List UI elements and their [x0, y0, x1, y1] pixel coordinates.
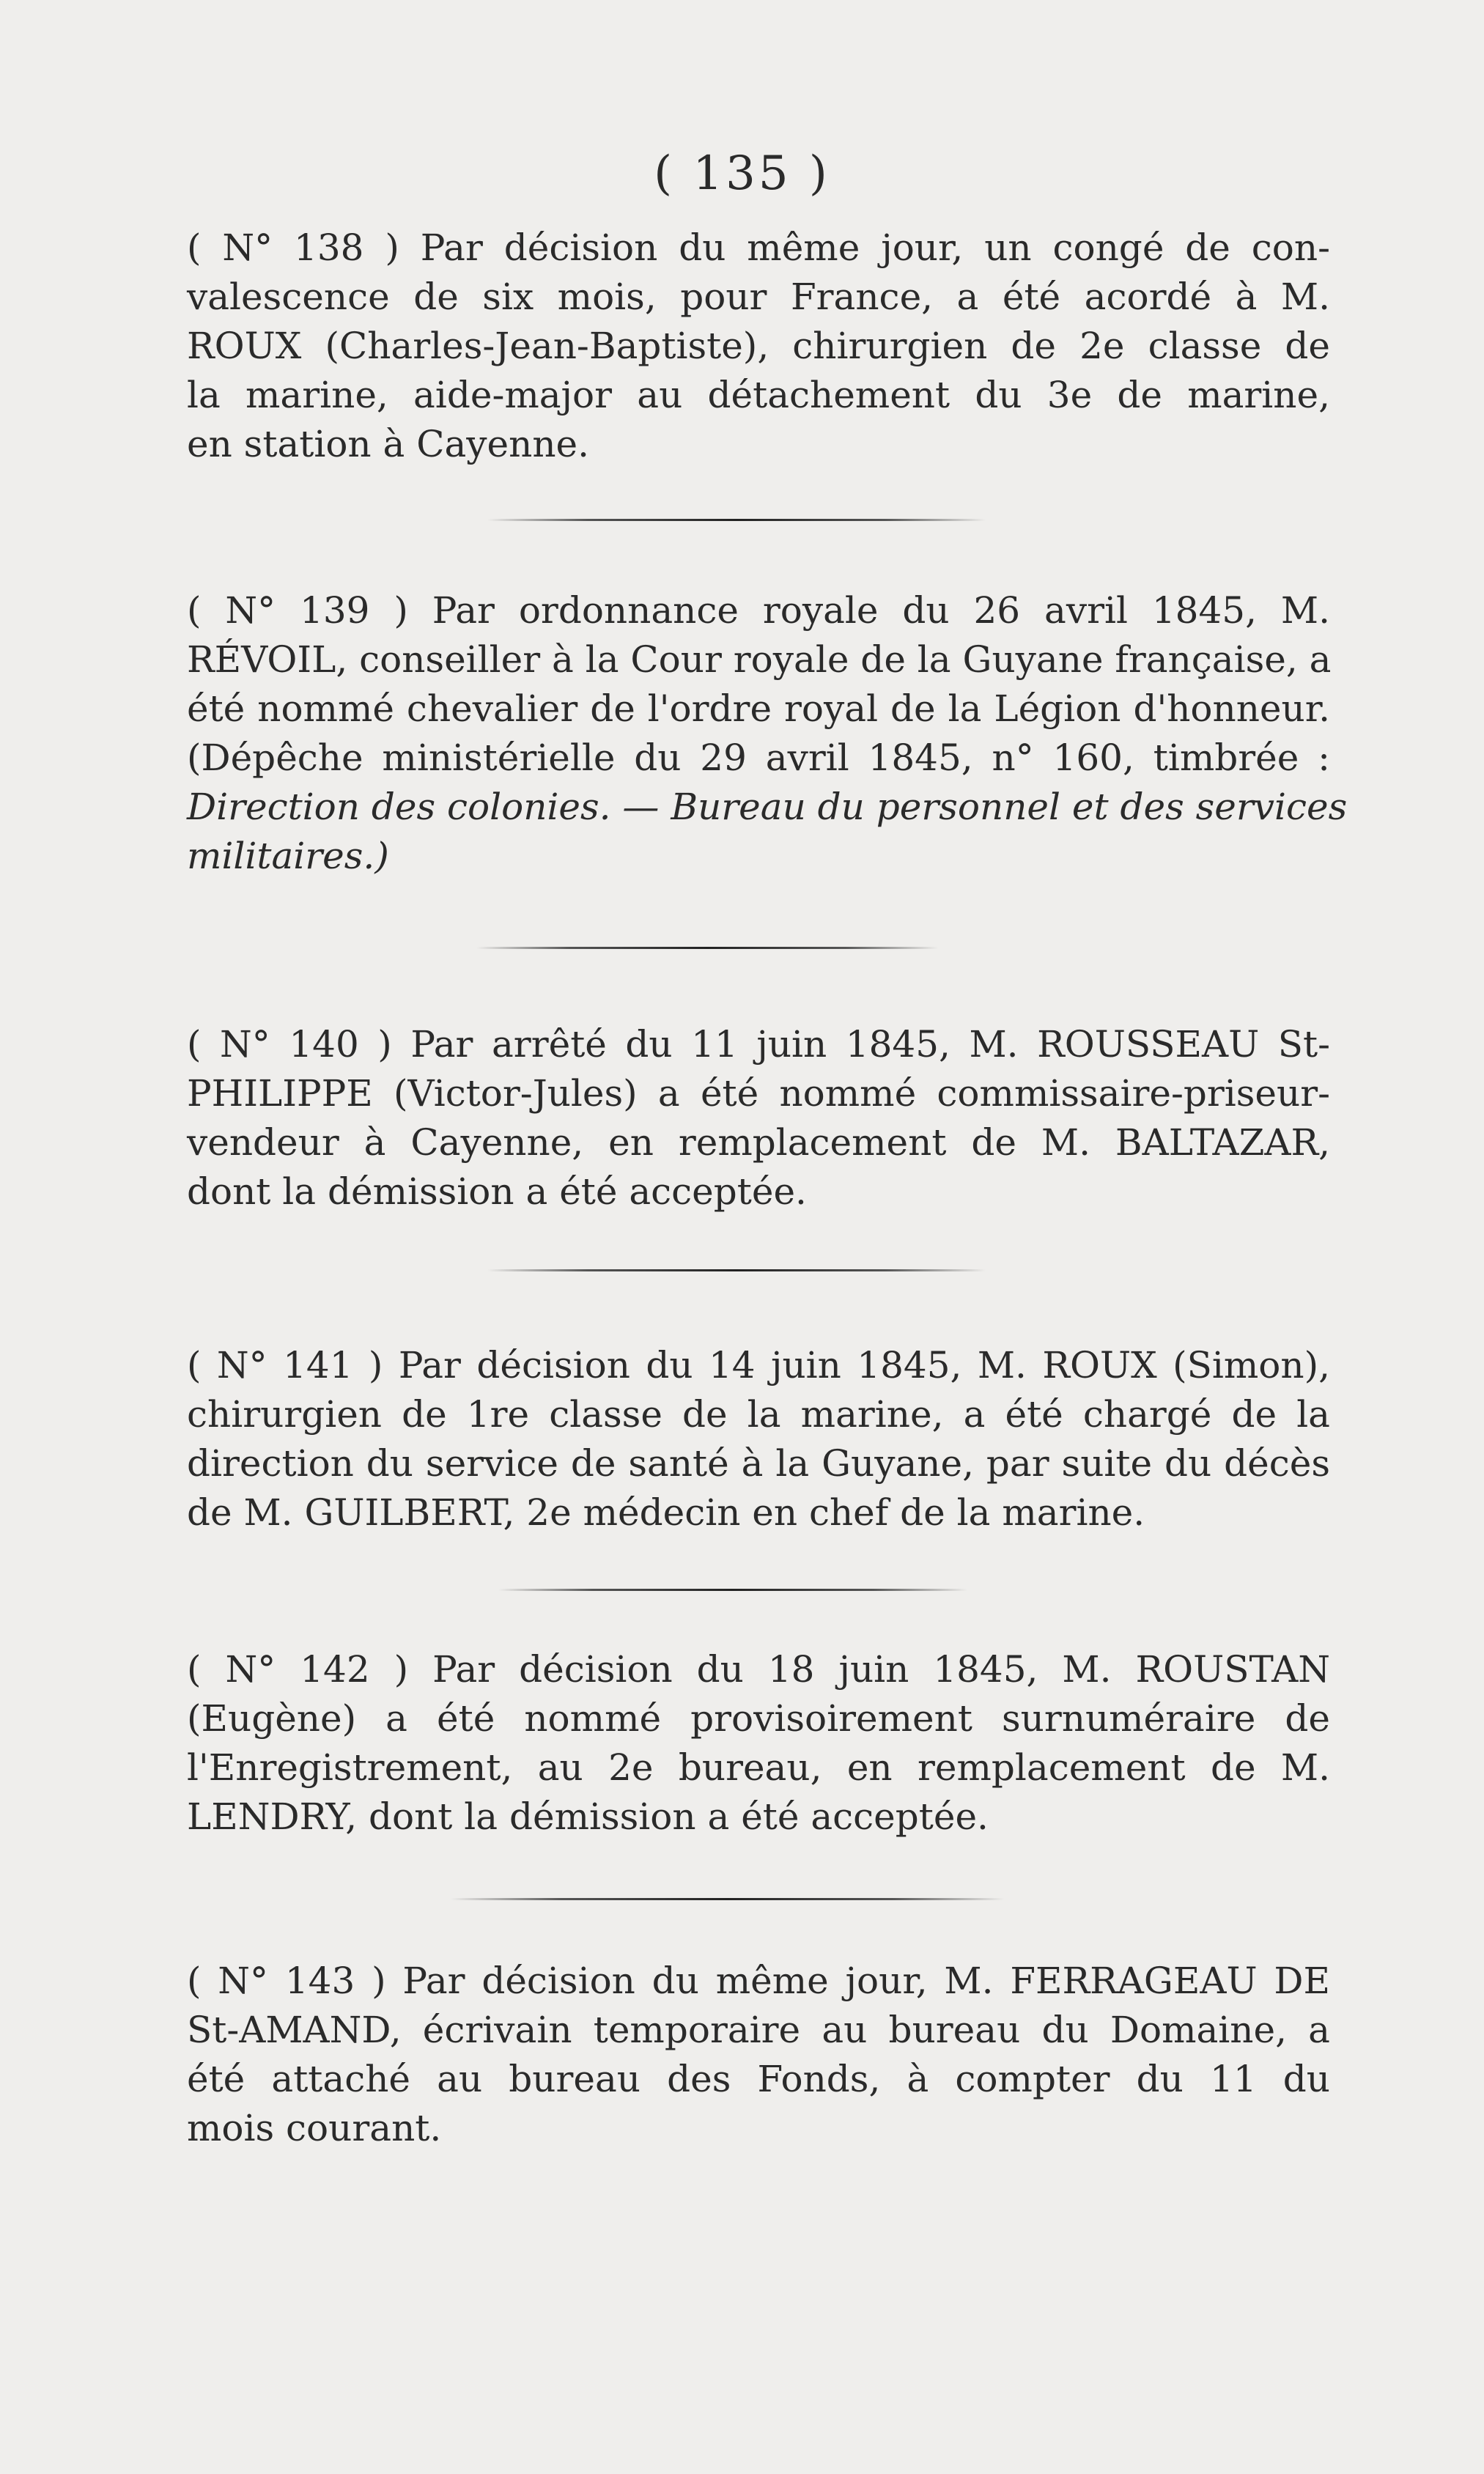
entry-line: la marine, aide-major au détachement du 3e de marine, — [187, 374, 1330, 416]
entry-line: été nommé chevalier de l'ordre royal de la Légion d'honneur. — [187, 687, 1330, 730]
entry-line: en station à Cayenne. — [187, 423, 590, 465]
entry-line: dont la démission a été acceptée. — [187, 1170, 807, 1213]
entry-143 — [187, 1957, 1330, 2153]
separator-rule — [451, 1898, 1004, 1900]
entry-line: mois courant. — [187, 2107, 442, 2149]
entry-line: (Eugène) a été nommé provisoirement surnuméraire de — [187, 1697, 1330, 1740]
entry-line: été attaché au bureau des Fonds, à compter du 11 du — [187, 2058, 1330, 2100]
entry-line: ( N° 138 ) Par décision du même jour, un congé de con- — [187, 226, 1330, 269]
entry-line: RÉVOIL, conseiller à la Cour royale de la Guyane française, a — [187, 638, 1332, 681]
entry-line: ROUX (Charles-Jean-Baptiste), chirurgien de 2e classe de — [187, 325, 1330, 367]
separator-rule — [476, 947, 938, 949]
entry-line: valescence de six mois, pour France, a été acordé à M. — [187, 276, 1330, 318]
entry-line: Direction des colonies. — Bureau du personnel et des services — [187, 786, 1348, 828]
entry-139 — [187, 586, 1348, 881]
page-number: ( 135 ) — [654, 147, 830, 201]
separator-rule — [498, 1589, 967, 1591]
entry-line: vendeur à Cayenne, en remplacement de M. BALTAZAR, — [187, 1121, 1330, 1164]
entry-line: LENDRY, dont la démission a été acceptée. — [187, 1795, 989, 1838]
entry-line: l'Enregistrement, au 2e bureau, en remplacement de M. — [187, 1746, 1330, 1789]
entry-line: direction du service de santé à la Guyane, par suite du décès — [187, 1442, 1330, 1485]
entry-line: St-AMAND, écrivain temporaire au bureau du Domaine, a — [187, 2009, 1330, 2051]
entry-line: PHILIPPE (Victor-Jules) a été nommé commissaire-priseur- — [187, 1072, 1330, 1115]
entry-138 — [187, 224, 1330, 469]
entry-line: militaires.) — [187, 835, 389, 877]
separator-rule — [487, 1269, 986, 1271]
entry-line: chirurgien de 1re classe de la marine, a été chargé de la — [187, 1393, 1330, 1436]
entry-line: ( N° 142 ) Par décision du 18 juin 1845, M. ROUSTAN — [187, 1648, 1330, 1691]
entry-142 — [187, 1645, 1330, 1842]
entry-line: ( N° 140 ) Par arrêté du 11 juin 1845, M. ROUSSEAU St- — [187, 1023, 1330, 1066]
entry-140 — [187, 1020, 1330, 1216]
entry-141 — [187, 1341, 1330, 1537]
entry-line: (Dépêche ministérielle du 29 avril 1845, n° 160, timbrée : — [187, 736, 1330, 779]
entry-line: ( N° 141 ) Par décision du 14 juin 1845, M. ROUX (Simon), — [187, 1344, 1330, 1386]
entry-line: ( N° 139 ) Par ordonnance royale du 26 avril 1845, M. — [187, 589, 1330, 632]
entry-line: de M. GUILBERT, 2e médecin en chef de la marine. — [187, 1491, 1145, 1534]
separator-rule — [487, 519, 986, 521]
entry-line: ( N° 143 ) Par décision du même jour, M. FERRAGEAU DE — [187, 1960, 1330, 2002]
